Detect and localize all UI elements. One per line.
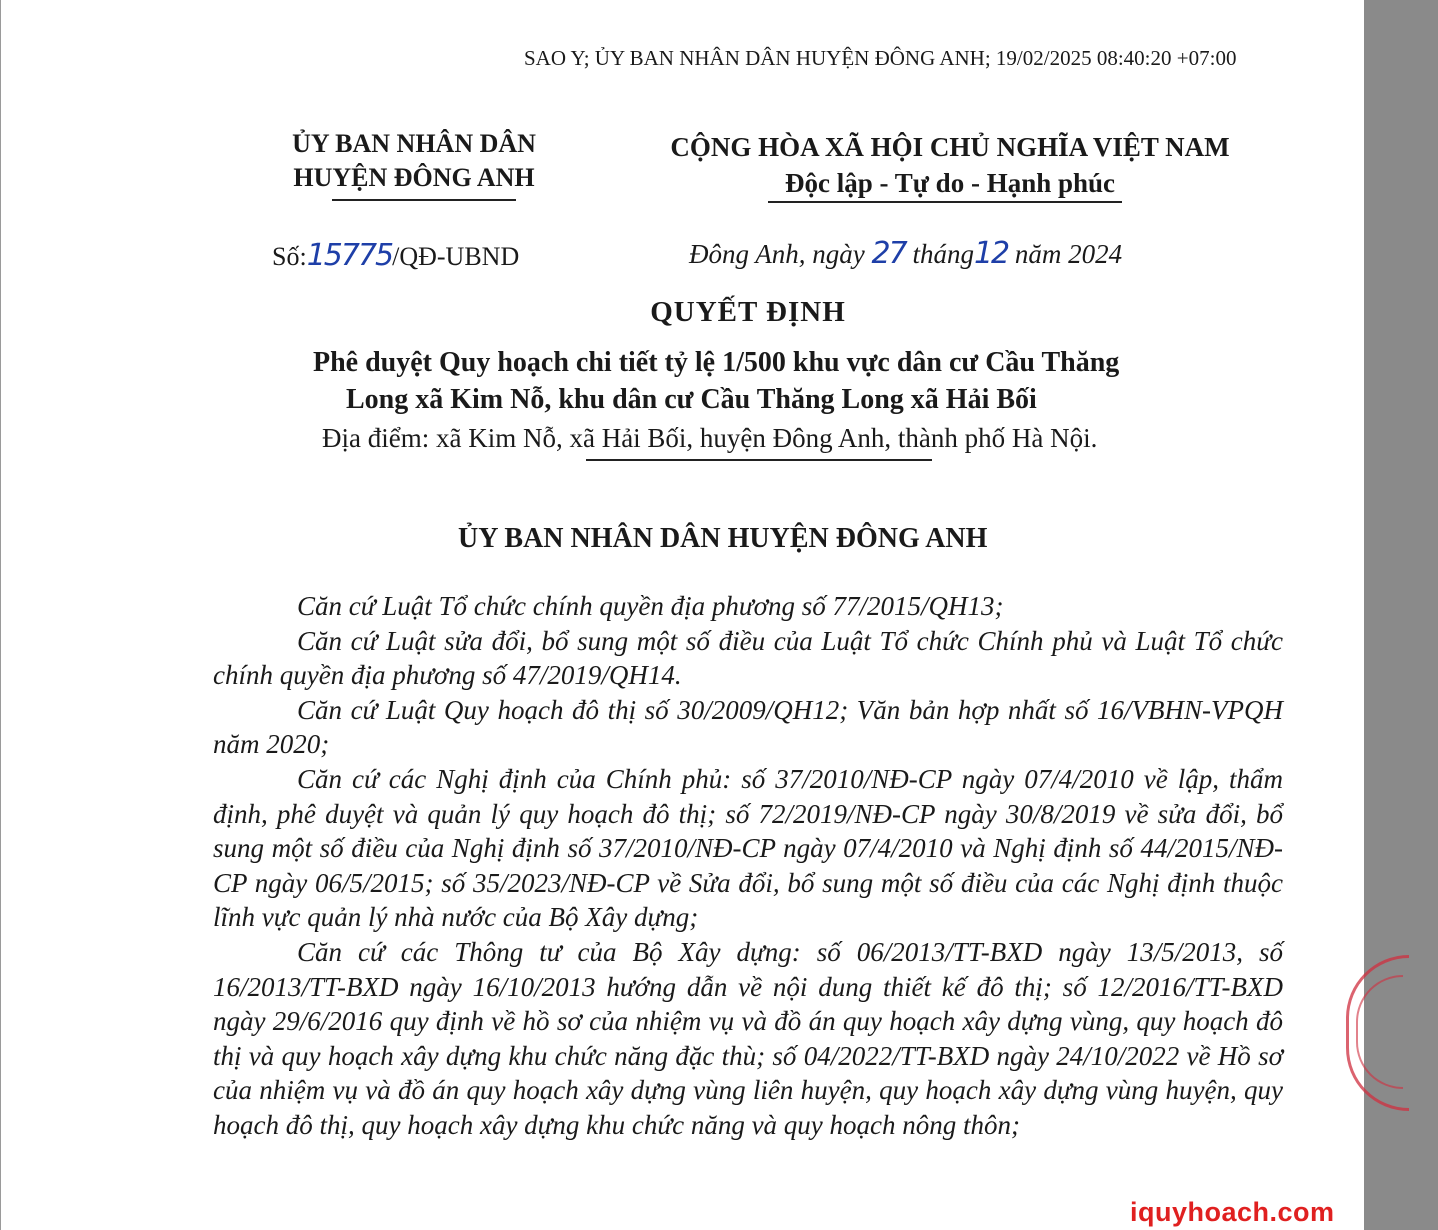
legal-bases: [213, 589, 1283, 1143]
date-month-word: tháng: [912, 239, 974, 269]
legal-basis-item: Căn cứ các Thông tư của Bộ Xây dựng: số 06/2013/TT-BXD ngày 13/5/2013, số 16/2013/TT-BXD ngày 16/10/2013 hướng dẫn về nội dung thiết kế đô thị; số 12/2016/TT-BXD ngày 29/6/2016 quy định về hồ sơ của nhiệm vụ và đồ án quy hoạch xây dựng vùng, quy hoạch đô thị và quy hoạch xây dựng khu chức năng đặc thù; số 04/2022/TT-BXD ngày 24/10/2022 về Hồ sơ của nhiệm vụ và đồ án quy hoạch xây dựng vùng liên huyện, quy hoạch xây dựng vùng huyện, quy hoạch đô thị, quy hoạch xây dựng khu chức năng và quy hoạch nông thôn;: [213, 936, 1283, 1140]
national-motto: [620, 129, 1280, 201]
legal-basis-item: Căn cứ Luật Tổ chức chính quyền địa phương số 77/2015/QH13;: [297, 591, 1004, 621]
agency-line-2: HUYỆN ĐÔNG ANH: [293, 163, 535, 192]
legal-basis-item: Căn cứ các Nghị định của Chính phủ: số 37/2010/NĐ-CP ngày 07/4/2010 về lập, thẩm định, phê duyệt và quản lý quy hoạch đô thị; số 72/2019/NĐ-CP ngày 30/8/2019 về sửa đổi, bổ sung một số điều của Nghị định số 37/2010/NĐ-CP ngày 07/4/2010 và Nghị định số 44/2015/NĐ-CP ngày 06/5/2015; số 35/2023/NĐ-CP về Sửa đổi, bổ sung một số điều của các Nghị định thuộc lĩnh vực quản lý nhà nước của Bộ Xây dựng;: [213, 763, 1283, 933]
site-watermark: iquyhoach.com: [1130, 1197, 1335, 1227]
date-year: năm 2024: [1014, 239, 1123, 269]
nation-motto: Độc lập - Tự do - Hạnh phúc: [784, 168, 1116, 198]
date-month-handwritten: 12: [973, 236, 1009, 271]
location-underline: [586, 459, 932, 461]
decision-title: QUYẾT ĐỊNH: [650, 296, 846, 328]
date-place: Đông Anh, ngày: [689, 239, 865, 269]
doc-number-prefix: Số:: [272, 242, 307, 271]
doc-number-handwritten: 15775: [306, 238, 393, 273]
issuing-authority-heading: ỦY BAN NHÂN DÂN HUYỆN ĐÔNG ANH: [458, 523, 988, 554]
document-number: [272, 238, 519, 273]
subject-line-1: Phê duyệt Quy hoạch chi tiết tỷ lệ 1/500 khu vực dân cư Cầu Thăng: [313, 347, 1120, 378]
legal-basis-item: Căn cứ Luật Quy hoạch đô thị số 30/2009/QH12; Văn bản hợp nhất số 16/VBHN-VPQH năm 2020;: [213, 694, 1283, 760]
nation-name: CỘNG HÒA XÃ HỘI CHỦ NGHĨA VIỆT NAM: [670, 132, 1230, 162]
digital-copy-stamp: SAO Y; ỦY BAN NHÂN DÂN HUYỆN ĐÔNG ANH; 19/02/2025 08:40:20 +07:00: [524, 46, 1237, 70]
doc-number-suffix: /QĐ-UBND: [392, 242, 520, 271]
location-line: Địa điểm: xã Kim Nỗ, xã Hải Bối, huyện Đông Anh, thành phố Hà Nội.: [322, 423, 1098, 453]
legal-basis-item: Căn cứ Luật sửa đổi, bổ sung một số điều của Luật Tổ chức Chính phủ và Luật Tổ chức chính quyền địa phương số 47/2019/QH14.: [213, 625, 1283, 691]
date-day-handwritten: 27: [871, 236, 906, 271]
agency-line-1: ỦY BAN NHÂN DÂN: [292, 129, 536, 158]
date-line: [689, 236, 1122, 271]
agency-underline: [332, 199, 516, 201]
motto-underline: [768, 201, 1122, 203]
issuing-agency: [264, 127, 564, 195]
subject-line-2: Long xã Kim Nỗ, khu dân cư Cầu Thăng Long xã Hải Bối: [346, 384, 1037, 415]
page-left-edge: [0, 0, 1, 1230]
